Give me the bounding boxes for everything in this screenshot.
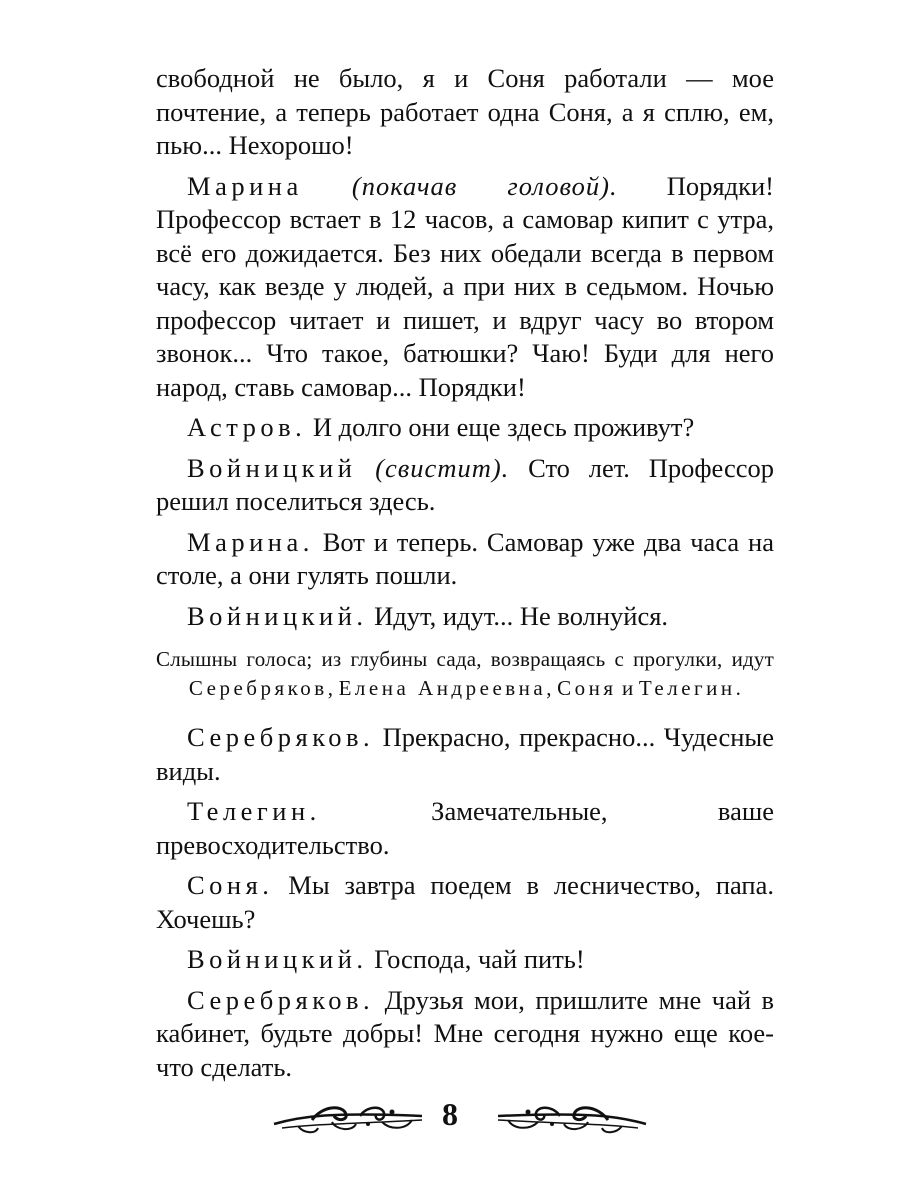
flourish-right-icon — [488, 1094, 648, 1140]
paragraph-serebryakov-2 — [156, 984, 774, 1085]
paragraph-telegin — [156, 795, 774, 862]
paragraph-serebryakov-1 — [156, 721, 774, 788]
stage-direction-text: , — [327, 676, 339, 700]
stage-direction — [156, 645, 774, 703]
stage-direction-text: Слышны голоса; из глубины сада, возвращаясь с прогулки, идут — [156, 647, 774, 671]
paragraph-text: Вот и теперь. Самовар уже два часа на столе, а они гулять пошли. — [156, 526, 774, 590]
character-name: Телегин — [638, 676, 736, 700]
page-footer — [0, 1094, 900, 1144]
paragraph-text: И долго они еще здесь проживут? — [306, 412, 695, 442]
paragraph-text: Идут, идут... Не волнуйся. — [367, 600, 669, 631]
paragraph-astrov — [156, 411, 774, 445]
speaker-name: Серебряков. — [187, 984, 375, 1015]
speaker-name: Войницкий. — [187, 944, 368, 974]
speaker-name: Войницкий. — [187, 600, 368, 631]
paragraph-text: Сто лет. Профессор решил поселиться здесь. — [156, 452, 775, 516]
speaker-name: Серебряков. — [187, 722, 375, 752]
stage-direction-text: и — [616, 676, 639, 700]
speaker-name: Марина — [187, 170, 303, 201]
character-name: Елена Андреевна — [338, 676, 547, 700]
speaker-name: Астров. — [187, 412, 307, 442]
paragraph-text: Прекрасно, прекрасно... Чудесные виды. — [156, 722, 774, 786]
paragraph-voinitsky-2 — [156, 600, 774, 634]
paragraph-text: Друзья мои, пришлите мне чай в кабинет, будьте добры! Мне сегодня нужно еще кое-что сделать. — [156, 984, 774, 1082]
paragraph-marina-1 — [156, 170, 774, 405]
paragraph-text: Порядки! Профессор встает в 12 часов, а самовар кипит с утра, всё его дожидается. Без них обедали всегда в первом часу, как везде у людей, а при них в седьмом. Ночью профессор читает и пишет, и вдруг часу во втором звонок... Что такое, батюшки? Чаю! Буди для него народ, ставь самовар... Порядки! — [156, 170, 774, 402]
flourish-left-icon — [272, 1094, 432, 1140]
character-name: Соня — [557, 676, 617, 700]
paragraph-text: Мы завтра поедем в лесничество, папа. Хочешь? — [156, 870, 774, 934]
speaker-name: Телегин. — [187, 796, 321, 826]
paragraph-text: свободной не было, я и Соня работали — мое почтение, а теперь работает одна Соня, а я сплю, ем, пью... Нехорошо! — [156, 63, 774, 160]
paragraph-sonya — [156, 869, 774, 936]
speaker-name: Войницкий — [187, 452, 357, 483]
stage-remark: (покачав головой). — [351, 170, 618, 201]
book-page — [156, 62, 774, 1091]
speaker-name: Марина. — [187, 526, 314, 557]
character-name: Серебряков — [188, 676, 328, 700]
paragraph-voinitsky-1 — [156, 452, 774, 519]
stage-direction-text: , — [546, 676, 558, 700]
speaker-name: Соня. — [187, 870, 274, 900]
paragraph-text: Господа, чай пить! — [367, 944, 585, 974]
paragraph-text: Замечательные, ваше превосходительство. — [156, 796, 774, 860]
stage-remark: (свистит). — [375, 452, 510, 483]
paragraph-voinitsky-3 — [156, 943, 774, 977]
stage-direction-text: . — [735, 676, 742, 700]
page-number: 8 — [442, 1096, 458, 1132]
paragraph-1 — [156, 62, 774, 163]
paragraph-marina-2 — [156, 526, 774, 593]
